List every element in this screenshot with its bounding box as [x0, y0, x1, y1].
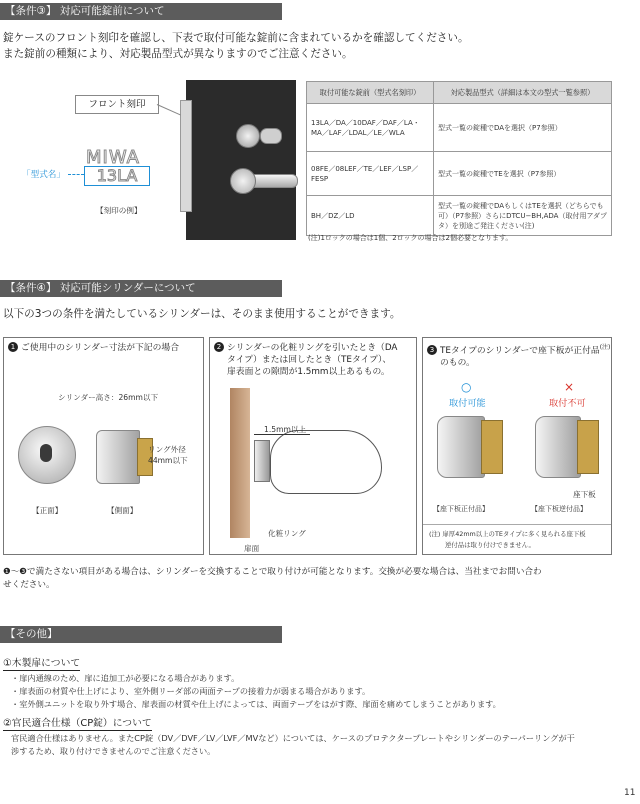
front-view-caption: 【正面】	[32, 506, 63, 515]
condition-box-3	[422, 337, 612, 555]
table-header: 対応製品型式（詳細は本文の型式一覧参照）	[434, 82, 612, 104]
box3-title-sup: (注)	[599, 344, 611, 351]
number-badge: 1	[8, 342, 18, 352]
box2-title-2: タイプ）または回したとき（TEタイプ）、	[227, 355, 392, 365]
ok-label: 取付可能	[449, 398, 486, 409]
model-engraving: 13LA	[84, 166, 150, 186]
box3-note-2: 逆付品は取り付けできません。	[445, 541, 535, 549]
table-cell: 型式一覧の錠種でDAを選択（P7参照）	[434, 104, 612, 152]
door-illustration	[186, 80, 296, 240]
callout-line	[157, 104, 181, 115]
hand-illustration	[270, 430, 382, 494]
number-badge: 2	[214, 342, 224, 352]
table-cell: 08FE／08LEF／TE／LEF／LSP／FESP	[307, 152, 434, 196]
list-item: ・扉内通線のため、扉に追加工が必要になる場合があります。	[11, 673, 240, 683]
model-name-label: 「型式名」	[22, 170, 65, 180]
condition-box-2	[209, 337, 417, 555]
lever-rose	[230, 168, 256, 194]
table-row	[307, 196, 612, 236]
page-number: 11	[624, 788, 636, 798]
box1-title-text: ご使用中のシリンダー寸法が下記の場合	[21, 343, 179, 353]
cylinder-ng-body	[577, 420, 599, 474]
list-item: ・室外側ユニットを取り外す場合、扉表面の材質や仕上げによっては、両面テープをはがす際、扉面を痛めてしまうことがあります。	[11, 699, 501, 709]
cylinder-ng-image	[535, 416, 581, 478]
keyhole-icon	[40, 444, 52, 462]
lock-front-plate	[180, 100, 192, 212]
box3-divider	[423, 524, 611, 525]
table-header: 取付可能な錠前（型式名刻印）	[307, 82, 434, 104]
section-header-cond4: 【条件④】 対応可能シリンダーについて	[0, 280, 282, 297]
cylinder-height-label: シリンダー高さ：26mm以下	[58, 393, 159, 402]
box3-title-2: のもの。	[440, 357, 475, 368]
thumbturn	[260, 128, 282, 144]
list-item: ・扉表面の材質や仕上げにより、室外側リーダ部の両面テープの接着力が弱まる場合があります。	[11, 686, 371, 696]
compatibility-table	[306, 81, 612, 236]
model-label-line	[68, 174, 84, 175]
cond4-footer-1: ❶〜❸で満たさない項目がある場合は、シリンダーを交換することで取り付けが可能となります。交換が必要な場合は、当社までお問い合わ	[3, 567, 542, 577]
cond3-lead-1: 錠ケースのフロント刻印を確認し、下表で取付可能な錠前に含まれているかを確認してください。	[3, 32, 469, 44]
table-row	[307, 104, 612, 152]
brand-engraving: MIWA	[86, 147, 140, 168]
engraving-example-caption: 【刻印の例】	[96, 206, 142, 215]
box3-note-1: (注) 扉厚42mm以上のTEタイプに多く見られる座下板	[429, 530, 586, 538]
condition-box-2-title	[214, 342, 397, 378]
cp-lock-text-1: 官民適合仕様はありません。またCP錠（DV／DVF／LV／LVF／MVなど）については、ケースのプロテクタープレートやシリンダーのテーパーリングが干	[11, 733, 575, 743]
cond4-lead: 以下の3つの条件を満たしているシリンダーは、そのまま使用することができます。	[3, 308, 401, 320]
cylinder-ok-body	[481, 420, 503, 474]
cylinder-side-view	[96, 430, 140, 484]
ng-label: 取付不可	[549, 398, 586, 409]
cond3-lead-2: また錠前の種類により、対応製品型式が異なりますのでご注意ください。	[3, 48, 353, 60]
ring-diameter-value: 44mm以下	[148, 456, 188, 465]
cylinder-knob	[236, 124, 260, 148]
condition-box-3-title	[427, 342, 610, 369]
door-surface	[230, 388, 250, 538]
box2-title-1: シリンダーの化粧リングを引いたとき（DA	[227, 343, 398, 353]
decorative-ring	[254, 440, 270, 482]
ok-mark: ○	[461, 380, 472, 394]
table-cell: 型式一覧の錠種でTEを選択（P7参照）	[434, 152, 612, 196]
table-cell: BH／DZ／LD	[307, 196, 434, 236]
box3-title-1: TEタイプのシリンダーで座下板が正付品	[440, 345, 600, 356]
table-cell: 型式一覧の錠種でDAもしくはTEを選択（どちらでも可）（P7参照）さらにDTCU−BH,ADA（取付用アダプタ）を別途ご発注ください(注)	[434, 196, 612, 236]
cond4-footer-2: せください。	[3, 580, 55, 590]
condition-box-1-title	[8, 342, 179, 354]
gap-label: 1.5mm以上	[264, 425, 307, 434]
table-cell: 13LA／DA／10DAF／DAF／LA・MA／LAF／LDAL／LE／WLA	[307, 104, 434, 152]
lock-front-figure	[8, 80, 298, 240]
section-header-other: 【その他】	[0, 626, 282, 643]
side-view-caption: 【側面】	[107, 506, 138, 515]
front-label-callout: フロント刻印	[75, 95, 159, 114]
wooden-door-heading: ①木製扉について	[3, 658, 81, 669]
section-header-cond3: 【条件③】 対応可能錠前について	[0, 3, 282, 20]
ring-diameter-label: リング外径	[148, 445, 186, 454]
box2-title-3: 扉表面との隙間が1.5mm以上あるもの。	[227, 367, 390, 377]
door-surface-label: 扉面	[244, 544, 260, 553]
condition-box-1	[3, 337, 204, 555]
cylinder-ok-image	[437, 416, 485, 478]
plate-label: 座下板	[573, 490, 596, 499]
cp-lock-text-2: 渉するため、取り付けできませんのでご注意ください。	[11, 746, 216, 756]
table-row	[307, 152, 612, 196]
table-note: (注)1ロックの場合は1個、2ロックの場合は2個必要となります。	[308, 234, 513, 242]
gap-dimension-line	[254, 434, 310, 435]
cp-lock-heading: ②官民適合仕様（CP錠）について	[3, 718, 152, 729]
ok-caption: 【座下板正付品】	[433, 505, 489, 513]
number-badge: 3	[427, 345, 437, 355]
decorative-ring-label: 化粧リング	[268, 529, 306, 538]
ng-mark: ×	[564, 380, 575, 394]
ng-caption: 【座下板逆付品】	[531, 505, 587, 513]
